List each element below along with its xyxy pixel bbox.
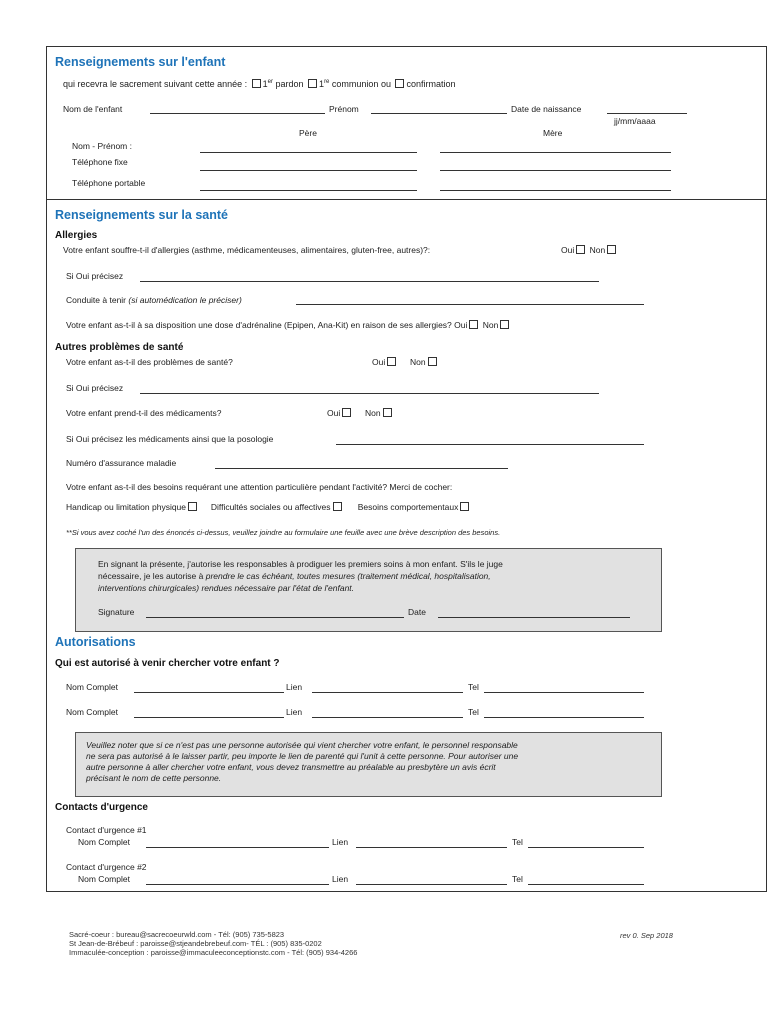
other-health-yes-no: [372, 357, 439, 367]
child-name-field[interactable]: [150, 113, 325, 114]
home-phone-label: Téléphone fixe: [72, 157, 128, 167]
authorizations-title: Autorisations: [55, 635, 136, 649]
meds-yes-no: [327, 408, 394, 418]
other-health-question: Votre enfant as-t-il des problèmes de santé?: [66, 357, 233, 367]
conduct-note: (si automédication le préciser): [128, 295, 242, 305]
health-section-title: Renseignements sur la santé: [55, 208, 228, 222]
emergency1-tel-label: Tel: [512, 837, 523, 847]
insurance-label: Numéro d'assurance maladie: [66, 458, 177, 468]
child-section-title: Renseignements sur l'enfant: [55, 55, 226, 69]
meds-no-checkbox[interactable]: [383, 408, 392, 417]
communion-number: 1: [319, 79, 325, 89]
emergency2-relation-label: Lien: [332, 874, 349, 884]
other-health-no-label: Non: [410, 357, 426, 367]
meds-no-label: Non: [365, 408, 381, 418]
emergency1-relation-field[interactable]: [356, 847, 507, 848]
meds-detail-field[interactable]: [336, 444, 644, 445]
other-health-if-yes-label: Si Oui précisez: [66, 383, 124, 393]
pickup2-name-field[interactable]: [134, 717, 284, 718]
pardon-label: pardon: [275, 79, 304, 89]
special-needs-options: [66, 502, 471, 512]
other-health-yes-checkbox[interactable]: [387, 357, 396, 366]
meds-yes-label: Oui: [327, 408, 341, 418]
footer-line-1: Sacré-coeur : bureau@sacrecoeurwld.com - Tél: (905) 735-5823: [69, 930, 285, 939]
allergies-no-label: Non: [589, 245, 606, 255]
birthdate-field[interactable]: [607, 113, 687, 114]
emergency-title: Contacts d'urgence: [55, 802, 148, 813]
checkbox-confirmation[interactable]: [395, 79, 404, 88]
emergency1-name-label: Nom Complet: [78, 837, 130, 847]
allergies-title: Allergies: [55, 230, 98, 241]
checkbox-pardon[interactable]: [252, 79, 261, 88]
emergency2-name-label: Nom Complet: [78, 874, 130, 884]
emergency2-tel-field[interactable]: [528, 884, 644, 885]
other-health-detail-field[interactable]: [140, 393, 599, 394]
epipen-yes-checkbox[interactable]: [469, 320, 478, 329]
special-opt2-checkbox[interactable]: [333, 502, 342, 511]
pardon-number: 1: [262, 79, 268, 89]
father-column-label: Père: [299, 128, 317, 138]
checkbox-communion[interactable]: [308, 79, 317, 88]
meds-yes-checkbox[interactable]: [342, 408, 351, 417]
pickup2-name-label: Nom Complet: [66, 707, 118, 717]
allergies-no-checkbox[interactable]: [607, 245, 616, 254]
emergency2-name-field[interactable]: [146, 884, 329, 885]
special-needs-note: **Si vous avez coché l'un des énoncés ci-dessus, veuillez joindre au formulaire une feuille avec une brève description des besoins.: [66, 528, 501, 537]
child-firstname-label: Prénom: [329, 104, 359, 114]
pardon-sup: er: [267, 79, 273, 85]
emergency2-relation-field[interactable]: [356, 884, 507, 885]
epipen-question: Votre enfant as-t-il à sa disposition une dose d'adrénaline (Epipen, Ana-Kit) en raison de ses allergies?: [66, 320, 452, 330]
meds-question: Votre enfant prend-t-il des médicaments?: [66, 408, 222, 418]
emergency1-name-field[interactable]: [146, 847, 329, 848]
meds-detail-label: Si Oui précisez les médicaments ainsi que la posologie: [66, 434, 274, 444]
emergency2-label: Contact d'urgence #2: [66, 862, 147, 872]
father-home-phone-field[interactable]: [200, 170, 417, 171]
sacrament-row: [63, 79, 456, 89]
special-opt2-label: Difficultés sociales ou affectives: [210, 502, 331, 512]
allergies-yes-no: [561, 245, 618, 255]
father-name-field[interactable]: [200, 152, 417, 153]
footer-line-3: Immaculée-conception : paroisse@immaculeeconceptionstc.com - Tél: (905) 934-4266: [69, 948, 358, 957]
special-opt3-checkbox[interactable]: [460, 502, 469, 511]
date-field[interactable]: [438, 617, 630, 618]
special-opt1-checkbox[interactable]: [188, 502, 197, 511]
pickup2-relation-field[interactable]: [312, 717, 463, 718]
conduct-row: [66, 295, 242, 305]
pickup1-tel-label: Tel: [468, 682, 479, 692]
section-divider: [46, 199, 766, 200]
pickup-title: Qui est autorisé à venir chercher votre enfant ?: [55, 658, 280, 669]
pickup1-relation-field[interactable]: [312, 692, 463, 693]
emergency1-label: Contact d'urgence #1: [66, 825, 147, 835]
consent-line-3: interventions chirurgicales) rendues nécessaire par l'état de l'enfant.: [98, 583, 355, 593]
epipen-row: [66, 320, 511, 330]
epipen-yes-label: Oui: [454, 320, 468, 330]
birthdate-label: Date de naissance: [511, 104, 582, 114]
pickup2-relation-label: Lien: [286, 707, 303, 717]
date-label: Date: [408, 607, 426, 617]
notice-line-3: autre personne à aller chercher votre enfant, vous devez transmettre au préalable au presbytère un avis écrit: [86, 762, 496, 772]
mother-column-label: Mère: [543, 128, 563, 138]
signature-label: Signature: [98, 607, 135, 617]
consent-line-1: En signant la présente, j'autorise les responsables à prodiguer les premiers soins à mon enfant. S'ils le juge: [98, 559, 503, 569]
pickup1-name-label: Nom Complet: [66, 682, 118, 692]
allergies-yes-checkbox[interactable]: [576, 245, 585, 254]
epipen-no-label: Non: [482, 320, 499, 330]
insurance-field[interactable]: [215, 468, 508, 469]
epipen-no-checkbox[interactable]: [500, 320, 509, 329]
cell-phone-label: Téléphone portable: [72, 178, 146, 188]
allergies-question: Votre enfant souffre-t-il d'allergies (asthme, médicamenteuses, alimentaires, gluten-free, autres)?:: [63, 245, 431, 255]
emergency1-relation-label: Lien: [332, 837, 349, 847]
notice-line-1: Veuillez noter que si ce n'est pas une personne autorisée qui vient chercher votre enfant, le personnel responsable: [86, 740, 518, 750]
other-health-yes-label: Oui: [372, 357, 386, 367]
mother-name-field[interactable]: [440, 152, 671, 153]
emergency2-tel-label: Tel: [512, 874, 523, 884]
allergies-if-yes-label: Si Oui précisez: [66, 271, 124, 281]
special-opt3-label: Besoins comportementaux: [357, 502, 459, 512]
revision-label: rev 0. Sep 2018: [620, 931, 673, 940]
conduct-field[interactable]: [296, 304, 644, 305]
consent-line-2-b: prendre le cas échéant, toutes mesures (traitement médical, hospitalisation,: [205, 571, 491, 581]
pickup1-relation-label: Lien: [286, 682, 303, 692]
consent-line-2: [98, 571, 491, 581]
confirmation-label: confirmation: [406, 79, 456, 89]
mother-cell-phone-field[interactable]: [440, 190, 671, 191]
notice-line-2: ne sera pas autorisé à le laisser partir, peu importe le lien de parenté qui l'unit à cette personne. Pour autoriser une: [86, 751, 519, 761]
allergies-yes-label: Oui: [561, 245, 575, 255]
date-format-hint: jj/mm/aaaa: [614, 116, 656, 126]
special-opt1-label: Handicap ou limitation physique: [66, 502, 187, 512]
child-firstname-field[interactable]: [371, 113, 507, 114]
pickup1-name-field[interactable]: [134, 692, 284, 693]
conduct-label: Conduite à tenir: [66, 295, 127, 305]
communion-label: communion ou: [331, 79, 391, 89]
footer-line-2: St Jean-de-Brébeuf : paroisse@stjeandebrebeuf.com- TÉL : (905) 835-0202: [69, 939, 322, 948]
pickup1-tel-field[interactable]: [484, 692, 644, 693]
allergies-detail-field[interactable]: [140, 281, 599, 282]
special-needs-question: Votre enfant as-t-il des besoins requérant une attention particulière pendant l'activité? Merci de cocher:: [66, 482, 453, 492]
communion-sup: re: [324, 79, 330, 85]
pickup2-tel-field[interactable]: [484, 717, 644, 718]
pickup2-tel-label: Tel: [468, 707, 479, 717]
child-name-label: Nom de l'enfant: [63, 104, 123, 114]
father-cell-phone-field[interactable]: [200, 190, 417, 191]
signature-field[interactable]: [146, 617, 404, 618]
other-health-no-checkbox[interactable]: [428, 357, 437, 366]
notice-line-4: précisant le nom de cette personne.: [86, 773, 222, 783]
mother-home-phone-field[interactable]: [440, 170, 671, 171]
parent-name-label: Nom - Prénom :: [72, 141, 132, 151]
emergency1-tel-field[interactable]: [528, 847, 644, 848]
other-health-title: Autres problèmes de santé: [55, 342, 184, 353]
sacrament-intro: qui recevra le sacrement suivant cette année :: [63, 79, 248, 89]
consent-line-2-a: nécessaire, je les autorise à: [98, 571, 204, 581]
